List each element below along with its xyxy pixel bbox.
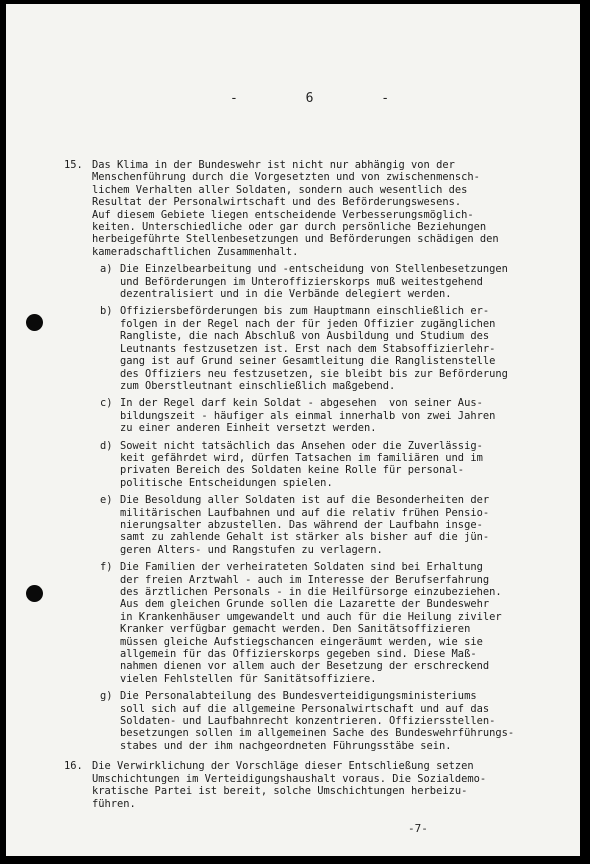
text-line: militärischen Laufbahnen und auf die relativ frühen Pensio-: [120, 506, 490, 519]
paragraph-number: 15.: [64, 159, 83, 171]
page-number: - 6 -: [230, 91, 420, 106]
text-line: privaten Bereich des Soldaten keine Rolle für personal-: [120, 464, 465, 477]
punch-hole-bottom: [26, 585, 43, 602]
text-line: Die Besoldung aller Soldaten ist auf die Besonderheiten der: [120, 494, 490, 507]
text-line: folgen in der Regel nach der für jeden Offizier zugänglichen: [120, 317, 496, 330]
text-line: soll sich auf die allgemeine Personalwirtschaft und auf das: [120, 702, 490, 715]
text-line: Menschenführung durch die Vorgesetzten und von zwischenmensch-: [92, 171, 480, 184]
text-line: nahmen dienen vor allem auch der Besetzung der erschreckend: [120, 660, 490, 673]
text-line: Soweit nicht tatsächlich das Ansehen oder die Zuverlässig-: [120, 439, 483, 452]
paragraph-body: [92, 760, 564, 810]
text-line: Soldaten- und Laufbahnrecht konzentrieren. Offiziersstellen-: [120, 715, 496, 728]
paragraph-body: [92, 159, 564, 752]
text-line: gang ist auf Grund seiner Gesamtleitung die Ranglistenstelle: [120, 355, 496, 368]
text-line: und Beförderungen im Unteroffizierskorps muß weitestgehend: [120, 275, 483, 288]
text-line: Rangliste, die nach Abschluß von Ausbildung und Studium des: [120, 330, 490, 343]
text-line: zu einer anderen Einheit versetzt werden.: [120, 422, 377, 435]
text-line: kratische Partei ist bereit, solche Umschichtungen herbeizu-: [92, 785, 468, 798]
text-line: keit gefährdet wird, dürfen Tatsachen im familiären und im: [120, 451, 483, 464]
text-line: müssen gleiche Aufstiegschancen eingeräumt werden, wie sie: [120, 635, 483, 648]
text-line: des Offiziers neu festzusetzen, sie bleibt bis zur Beförderung: [120, 367, 508, 380]
list-item-f: [92, 561, 564, 685]
item-label: d): [100, 439, 113, 452]
item-body: [120, 397, 564, 434]
text-line: vielen Fehlstellen für Sanitätsoffiziere.: [120, 672, 377, 685]
next-page-marker: -7-: [408, 822, 428, 835]
item-label: b): [100, 305, 113, 318]
text-line: politische Entscheidungen spielen.: [120, 476, 333, 489]
list-item-g: [92, 690, 564, 752]
text-line: In der Regel darf kein Soldat - abgesehen von seiner Aus-: [120, 397, 483, 410]
paragraph-15: [64, 159, 564, 752]
text-line: keiten. Unterschiedliche oder gar durch persönliche Beziehungen: [92, 221, 487, 234]
text-line: nierungsalter abzustellen. Das während der Laufbahn insge-: [120, 518, 483, 531]
item-label: g): [100, 690, 113, 703]
text-line: dezentralisiert und in die Verbände delegiert werden.: [120, 288, 452, 301]
list-item-a: [92, 263, 564, 300]
item-body: [120, 494, 564, 556]
document-page: [6, 4, 580, 856]
list-item-e: [92, 494, 564, 556]
text-line: Leutnants festzusetzen ist. Erst nach dem Stabsoffizierlehr-: [120, 342, 496, 355]
text-line: führen.: [92, 797, 136, 810]
text-line: stabes und der ihm nachgeordneten Führungsstäbe sein.: [120, 739, 452, 752]
text-line: allgemein für das Offizierskorps gegeben sind. Diese Maß-: [120, 648, 477, 661]
text-line: geren Alters- und Rangstufen zu verlagern.: [120, 543, 383, 556]
list-item-d: [92, 440, 564, 490]
text-line: Resultat der Personalwirtschaft und des Beförderungswesens.: [92, 196, 462, 209]
text-line: Auf diesem Gebiete liegen entscheidende Verbesserungsmöglich-: [92, 208, 474, 221]
text-line: der freien Arztwahl - auch im Interesse der Berufserfahrung: [120, 573, 490, 586]
list-item-c: [92, 397, 564, 434]
punch-hole-top: [26, 314, 43, 331]
text-line: Kranker verfügbar gemacht werden. Den Sanitätsoffizieren: [120, 623, 471, 636]
item-label: e): [100, 494, 113, 507]
item-body: [120, 561, 564, 685]
text-line: zum Oberstleutnant einschließlich maßgebend.: [120, 379, 396, 392]
text-line: lichem Verhalten aller Soldaten, sondern auch wesentlich des: [92, 183, 468, 196]
text-line: herbeigeführte Stellenbesetzungen und Beförderungen schädigen den: [92, 233, 499, 246]
item-label: f): [100, 561, 113, 574]
document-text: [64, 159, 564, 810]
text-line: Offiziersbeförderungen bis zum Hauptmann einschließlich er-: [120, 305, 490, 318]
item-body: [120, 263, 564, 300]
text-line: des ärztlichen Personals - in die Heilfürsorge einzubeziehen.: [120, 586, 502, 598]
text-line: Die Personalabteilung des Bundesverteidigungsministeriums: [120, 690, 477, 703]
text-line: Die Verwirklichung der Vorschläge dieser Entschließung setzen: [92, 760, 474, 773]
text-line: bildungszeit - häufiger als einmal innerhalb von zwei Jahren: [120, 409, 496, 422]
text-line: kameradschaftlichen Zusammenhalt.: [92, 245, 299, 258]
item-body: [120, 305, 564, 392]
item-label: a): [100, 263, 113, 276]
text-line: Die Einzelbearbeitung und -entscheidung von Stellenbesetzungen: [120, 263, 508, 276]
text-line: Aus dem gleichen Grunde sollen die Lazarette der Bundeswehr: [120, 598, 490, 611]
paragraph-number: 16.: [64, 760, 83, 773]
item-body: [120, 440, 564, 490]
item-body: [120, 690, 564, 752]
item-label: c): [100, 397, 113, 410]
paragraph-16: [64, 760, 564, 810]
list-item-b: [92, 305, 564, 392]
text-line: in Krankenhäuser umgewandelt und auch für die Heilung ziviler: [120, 610, 502, 623]
text-line: Die Familien der verheirateten Soldaten sind bei Erhaltung: [120, 561, 483, 574]
text-line: besetzungen sollen im allgemeinen Sache des Bundeswehrführungs-: [120, 727, 515, 740]
text-line: Das Klima in der Bundeswehr ist nicht nur abhängig von der: [92, 159, 455, 171]
text-line: Umschichtungen im Verteidigungshaushalt voraus. Die Sozialdemo-: [92, 772, 487, 785]
text-line: samt zu zahlende Gehalt ist stärker als bisher auf die jün-: [120, 531, 490, 544]
